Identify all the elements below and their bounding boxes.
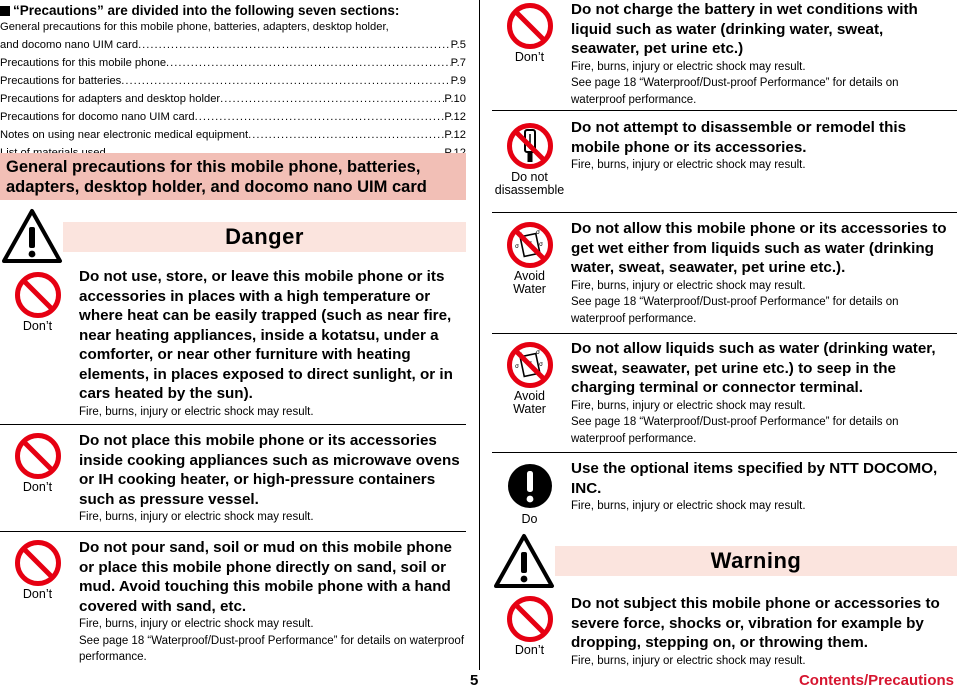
prohibition-icon bbox=[506, 595, 554, 643]
dont-symbol: Don’t bbox=[0, 539, 75, 601]
svg-text:σ: σ bbox=[538, 361, 543, 368]
svg-text:σ: σ bbox=[535, 349, 540, 356]
entry-title: Do not subject this mobile phone or accessories to severe force, shocks or, vibration for example by dropping, stepping on, or throwing them. bbox=[571, 595, 940, 651]
toc-link-phone[interactable]: Precautions for this mobile phone ..... P.7 bbox=[0, 54, 466, 72]
dont-symbol: Don’t bbox=[0, 432, 75, 494]
prohibition-icon bbox=[14, 539, 62, 587]
entry-text: Fire, burns, injury or electric shock may result. bbox=[571, 60, 806, 73]
footer-section-link[interactable]: Contents/Precautions bbox=[798, 672, 954, 689]
entry-text: Fire, burns, injury or electric shock may result. bbox=[79, 618, 314, 630]
table-of-contents bbox=[0, 18, 466, 162]
column-divider bbox=[479, 0, 480, 670]
avoid-water-symbol: σ σ σ Avoid Water bbox=[492, 341, 567, 416]
black-square-icon bbox=[0, 6, 10, 16]
entry-text: Fire, burns, injury or electric shock may result. bbox=[571, 399, 806, 412]
entry-title: Do not allow liquids such as water (drinking water, sweat, seawater, pet urine etc.) to seep in the charging terminal or connector terminal. bbox=[571, 340, 936, 396]
entry-divider bbox=[0, 424, 466, 425]
toc-link-medical[interactable]: Notes on using near electronic medical equipment ..... P.12 bbox=[0, 126, 466, 144]
entry-divider bbox=[0, 531, 466, 532]
entry-text: Fire, burns, injury or electric shock may result. bbox=[571, 500, 806, 512]
svg-text:σ: σ bbox=[514, 363, 519, 370]
avoid-water-icon bbox=[506, 341, 554, 389]
prohibition-icon bbox=[506, 2, 554, 50]
toc-link-uim[interactable]: Precautions for docomo nano UIM card ..... P.12 bbox=[0, 108, 466, 126]
dont-symbol: Don’t bbox=[492, 2, 567, 64]
toc-link-adapters[interactable]: Precautions for adapters and desktop holder ..... P.10 bbox=[0, 90, 466, 108]
entry-text: Fire, burns, injury or electric shock may result. bbox=[571, 279, 806, 292]
avoid-water-icon bbox=[506, 221, 554, 269]
entry-divider bbox=[492, 452, 957, 453]
dont-symbol: Don’t bbox=[0, 271, 75, 333]
no-disassemble-symbol: Do not disassemble bbox=[492, 122, 567, 197]
danger-banner: Danger bbox=[63, 222, 466, 252]
no-disassemble-icon bbox=[506, 122, 554, 170]
warning-triangle-icon bbox=[493, 533, 555, 589]
entry-text: Fire, burns, injury or electric shock may result. bbox=[571, 159, 806, 171]
warning-banner: Warning bbox=[555, 546, 957, 576]
entry-text: See page 18 “Waterproof/Dust-proof Performance” for details on waterproof performance. bbox=[571, 77, 899, 106]
entry-title: Do not place this mobile phone or its accessories inside cooking appliances such as microwave ovens or IH cooking heater, or high-pressure containers such as pressure vessel. bbox=[79, 432, 460, 508]
entry-divider bbox=[492, 212, 957, 213]
svg-text:σ: σ bbox=[514, 243, 519, 250]
toc-link-batteries[interactable]: Precautions for batteries ..... P.9 bbox=[0, 72, 466, 90]
danger-triangle-icon bbox=[1, 208, 63, 264]
entry-text: See page 18 “Waterproof/Dust-proof Performance” for details on waterproof performance. bbox=[571, 296, 899, 325]
intro-heading: “Precautions” are divided into the following seven sections: bbox=[0, 3, 399, 18]
entry-title: Use the optional items specified by NTT DOCOMO, INC. bbox=[571, 460, 938, 497]
entry-title: Do not use, store, or leave this mobile phone or its accessories in places with a high temperature or where heat can be easily trapped (such as near fire, near heating appliances, inside a kotatsu, under a comforter, or near other furniture with heating elements, in places exposed to direct sunlight, or in cars heated by the sun). bbox=[79, 268, 453, 402]
section-heading: General precautions for this mobile phone, batteries, adapters, desktop holder, and docomo nano UIM card bbox=[0, 153, 466, 200]
entry-title: Do not allow this mobile phone or its accessories to get wet either from liquids such as water (drinking water, sweat, seawater, pet urine etc.). bbox=[571, 220, 947, 276]
svg-text:σ: σ bbox=[535, 229, 540, 236]
entry-divider bbox=[492, 333, 957, 334]
dont-symbol: Don’t bbox=[492, 595, 567, 657]
avoid-water-symbol: σ σ σ Avoid Water bbox=[492, 221, 567, 296]
entry-text: See page 18 “Waterproof/Dust-proof Performance” for details on waterproof performance. bbox=[79, 634, 465, 663]
toc-link-general[interactable]: and docomo nano UIM card ..... P.5 bbox=[0, 36, 466, 54]
page-number: 5 bbox=[470, 672, 479, 689]
entry-title: Do not charge the battery in wet conditions with liquid such as water (drinking water, sweat, seawater, pet urine etc.) bbox=[571, 1, 918, 57]
instruction-icon bbox=[506, 462, 554, 510]
entry-text: Fire, burns, injury or electric shock may result. bbox=[79, 511, 314, 523]
entry-title: Do not attempt to disassemble or remodel this mobile phone or its accessories. bbox=[571, 119, 907, 156]
entry-text: Fire, burns, injury or electric shock may result. bbox=[571, 654, 806, 667]
entry-text: See page 18 “Waterproof/Dust-proof Performance” for details on waterproof performance. bbox=[571, 416, 899, 445]
toc-line: General precautions for this mobile phone, batteries, adapters, desktop holder, bbox=[0, 21, 389, 33]
prohibition-icon bbox=[14, 271, 62, 319]
entry-title: Do not pour sand, soil or mud on this mobile phone or place this mobile phone directly on sand, soil or mud. Avoid touching this mobile phone with a hand covered with sand, etc. bbox=[79, 539, 452, 615]
svg-text:σ: σ bbox=[538, 241, 543, 248]
entry-divider bbox=[492, 110, 957, 111]
do-symbol: Do bbox=[492, 462, 567, 526]
entry-text: Fire, burns, injury or electric shock may result. bbox=[79, 405, 314, 418]
prohibition-icon bbox=[14, 432, 62, 480]
